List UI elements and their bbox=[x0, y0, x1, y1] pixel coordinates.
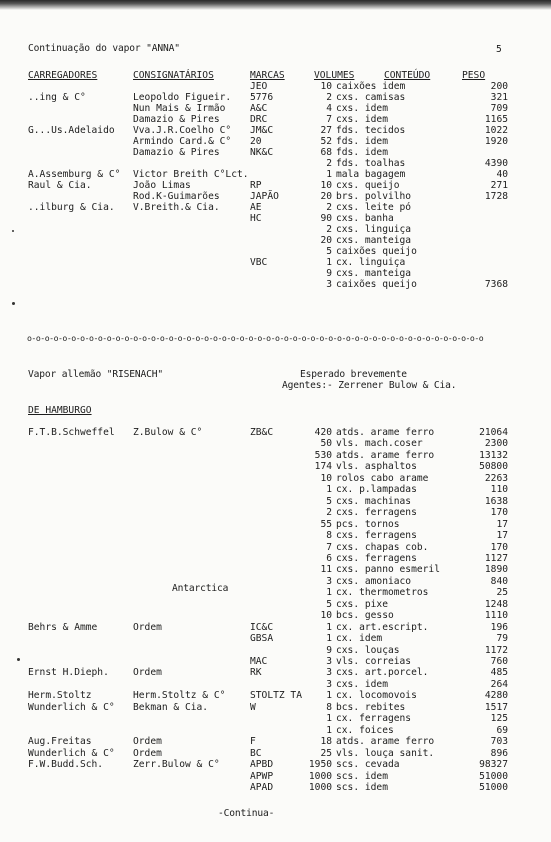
row-peso: 760 bbox=[490, 656, 508, 667]
row-conteudo: brs. polvilho bbox=[336, 191, 412, 202]
row-conteudo: vls. asphaltos bbox=[336, 461, 417, 473]
row-consignatario: Ordem bbox=[133, 736, 162, 748]
row-peso: 13132 bbox=[479, 449, 508, 461]
row-consignatario: João Limas bbox=[133, 180, 191, 191]
row-carregador: Wunderlich & C° bbox=[28, 701, 115, 713]
row-volumes: 20 bbox=[320, 235, 332, 246]
row-volumes: 2 bbox=[326, 507, 332, 519]
header-conteudo: CONTEÚDO bbox=[384, 70, 431, 81]
row-volumes: 8 bbox=[326, 530, 332, 542]
row-marca: HC bbox=[250, 213, 262, 224]
row-marca: RP bbox=[250, 180, 262, 191]
row-peso: 17 bbox=[496, 530, 508, 542]
row-conteudo: cx. p.lampadas bbox=[336, 484, 417, 496]
row-volumes: 52 bbox=[320, 136, 332, 147]
row-peso: 1728 bbox=[484, 191, 508, 202]
row-conteudo: cxs. ferragens bbox=[336, 552, 417, 564]
row-conteudo: cxs. ferragens bbox=[336, 530, 417, 542]
row-volumes: 4 bbox=[326, 103, 332, 114]
row-marca: APBD bbox=[250, 759, 274, 771]
row-consignatario: Vva.J.R.Coelho C° bbox=[133, 125, 232, 136]
row-conteudo: bcs. gesso bbox=[336, 610, 394, 622]
row-peso: 170 bbox=[490, 541, 508, 553]
row-carregador: F.W.Budd.Sch. bbox=[28, 759, 104, 771]
row-volumes: 10 bbox=[320, 472, 332, 484]
row-conteudo: cxs. linguiça bbox=[336, 224, 412, 235]
row-consignatario: V.Breith.& Cia. bbox=[133, 202, 220, 213]
row-consignatario: Damazio & Pires bbox=[133, 114, 220, 125]
row-conteudo: cx. linguiça bbox=[336, 257, 406, 268]
row-volumes: 9 bbox=[326, 268, 332, 279]
row-marca: F bbox=[250, 736, 256, 748]
row-peso: 50800 bbox=[479, 461, 508, 473]
row-volumes: 420 bbox=[314, 427, 332, 438]
continua-footer: -Continua- bbox=[218, 808, 275, 819]
row-peso: 271 bbox=[490, 180, 508, 191]
row-volumes: 3 bbox=[326, 656, 332, 667]
row-marca: VBC bbox=[250, 257, 268, 268]
row-conteudo: pcs. tornos bbox=[336, 518, 400, 530]
row-peso: 1110 bbox=[484, 610, 508, 622]
row-conteudo: scs. cevada bbox=[336, 759, 400, 771]
row-marca: 20 bbox=[250, 136, 262, 147]
row-marca: JEO bbox=[250, 81, 268, 92]
row-conteudo: cxs. banha bbox=[336, 213, 394, 224]
row-volumes: 5 bbox=[326, 495, 332, 507]
row-conteudo: cxs. pixe bbox=[336, 598, 388, 610]
row-consignatario: Ordem bbox=[133, 747, 162, 759]
row-peso: 200 bbox=[490, 81, 508, 92]
row-peso: 110 bbox=[490, 484, 508, 496]
row-peso: 21064 bbox=[479, 427, 508, 438]
row-peso: 1022 bbox=[484, 125, 508, 136]
row-conteudo: fds. idem bbox=[336, 136, 388, 147]
row-carregador: Behrs & Amme bbox=[28, 621, 98, 633]
row-peso: 1172 bbox=[484, 644, 508, 656]
row-peso: 1165 bbox=[484, 114, 508, 125]
row-consignatario: Z.Bulow & C° bbox=[133, 427, 203, 438]
row-peso: 79 bbox=[496, 633, 508, 645]
row-conteudo: fds. idem bbox=[336, 147, 388, 158]
row-volumes: 5 bbox=[326, 246, 332, 257]
row-conteudo: cxs. leite pó bbox=[336, 202, 412, 213]
row-carregador: Wunderlich & C° bbox=[28, 747, 115, 759]
row-volumes: 3 bbox=[326, 678, 332, 690]
row-conteudo: cxs. idem bbox=[336, 678, 388, 690]
row-conteudo: cxs. camisas bbox=[336, 92, 406, 103]
row-volumes: 3 bbox=[326, 279, 332, 290]
row-volumes: 20 bbox=[320, 191, 332, 202]
row-volumes: 1000 bbox=[308, 781, 332, 793]
row-conteudo: atds. arame ferro bbox=[336, 736, 435, 748]
row-peso: 321 bbox=[490, 92, 508, 103]
row-peso: 1127 bbox=[484, 552, 508, 564]
row-volumes: 10 bbox=[320, 81, 332, 92]
row-conteudo: caixões queijo bbox=[336, 246, 417, 257]
row-conteudo: cxs. chapas cob. bbox=[336, 541, 429, 553]
row-volumes: 18 bbox=[320, 736, 332, 748]
row-peso: 840 bbox=[490, 575, 508, 587]
row-consignatario: Rod.K-Guimarões bbox=[133, 191, 220, 202]
row-conteudo: mala bagagem bbox=[336, 169, 406, 180]
row-consignatario: Ordem bbox=[133, 667, 162, 679]
row-marca: ZB&C bbox=[250, 427, 274, 438]
row-carregador: Ernst H.Dieph. bbox=[28, 667, 109, 679]
scan-speck bbox=[12, 230, 14, 232]
row-marca: GBSA bbox=[250, 633, 274, 645]
row-carregador: F.T.B.Schweffel bbox=[28, 427, 115, 438]
row-conteudo: cxs. machinas bbox=[336, 495, 412, 507]
row-peso: 2300 bbox=[484, 438, 508, 450]
row-consignatario: Herm.Stoltz & C° bbox=[133, 690, 226, 702]
row-volumes: 50 bbox=[320, 438, 332, 450]
row-conteudo: cxs. amoniaco bbox=[336, 575, 412, 587]
row-carregador: ..ilburg & Cia. bbox=[28, 202, 115, 213]
row-carregador: A.Assemburg & C° bbox=[28, 169, 121, 180]
row-marca: AE bbox=[250, 202, 262, 213]
row-consignatario: Armindo Card.& C° bbox=[133, 136, 232, 147]
row-peso: 4390 bbox=[484, 158, 508, 169]
row-volumes: 1 bbox=[326, 633, 332, 645]
row-marca: A&C bbox=[250, 103, 268, 114]
page-marker: 5 bbox=[496, 44, 502, 55]
row-volumes: 8 bbox=[326, 701, 332, 713]
row-peso: 703 bbox=[490, 736, 508, 748]
row-peso: 1920 bbox=[484, 136, 508, 147]
row-conteudo: cx. ferragens bbox=[336, 713, 412, 725]
expected-line: Esperado brevemente bbox=[300, 369, 407, 380]
row-peso: 485 bbox=[490, 667, 508, 679]
row-carregador: Raul & Cia. bbox=[28, 180, 92, 191]
row-marca: W bbox=[250, 701, 256, 713]
row-consignatario: Zerr.Bulow & C° bbox=[133, 759, 220, 771]
row-conteudo: cxs. ferragens bbox=[336, 507, 417, 519]
row-marca: APWP bbox=[250, 770, 274, 782]
row-conteudo: rolos cabo arame bbox=[336, 472, 429, 484]
row-volumes: 1 bbox=[326, 484, 332, 496]
row-volumes: 68 bbox=[320, 147, 332, 158]
row-peso: 51000 bbox=[479, 781, 508, 793]
row-consignatario: Leopoldo Figueir. bbox=[133, 92, 232, 103]
row-marca: STOLTZ TA bbox=[250, 690, 302, 702]
scan-speck bbox=[12, 302, 15, 305]
row-conteudo: cxs. louças bbox=[336, 644, 400, 656]
row-volumes: 2 bbox=[326, 158, 332, 169]
row-conteudo: vls. louça sanit. bbox=[336, 747, 435, 759]
row-conteudo: cx. thermometros bbox=[336, 587, 429, 599]
row-peso: 196 bbox=[490, 621, 508, 633]
row-conteudo: bcs. rebites bbox=[336, 701, 406, 713]
row-volumes: 1000 bbox=[308, 770, 332, 782]
scan-speck bbox=[17, 658, 20, 661]
row-peso: 40 bbox=[496, 169, 508, 180]
row-volumes: 1 bbox=[326, 257, 332, 268]
scan-top-edge bbox=[0, 0, 551, 10]
row-volumes: 9 bbox=[326, 644, 332, 656]
row-conteudo: scs. idem bbox=[336, 770, 388, 782]
row-marca: BC bbox=[250, 747, 262, 759]
vessel-line: Vapor allemão "RISENACH" bbox=[28, 369, 164, 380]
row-volumes: 2 bbox=[326, 92, 332, 103]
row-volumes: 10 bbox=[320, 610, 332, 622]
row-conteudo: cxs. queijo bbox=[336, 180, 400, 191]
row-conteudo: fds. tecidos bbox=[336, 125, 406, 136]
row-consignatario: Bekman & Cia. bbox=[133, 701, 209, 713]
row-volumes: 1 bbox=[326, 169, 332, 180]
origin-heading: DE HAMBURGO bbox=[28, 405, 92, 416]
row-volumes: 2 bbox=[326, 224, 332, 235]
row-volumes: 55 bbox=[320, 518, 332, 530]
row-carregador: ..ing & C° bbox=[28, 92, 86, 103]
row-volumes: 1 bbox=[326, 690, 332, 702]
row-volumes: 11 bbox=[320, 564, 332, 576]
row-carregador: Herm.Stoltz bbox=[28, 690, 92, 702]
row-volumes: 3 bbox=[326, 575, 332, 587]
row-peso: 896 bbox=[490, 747, 508, 759]
row-consignatario: Nun Mais & Irmão bbox=[133, 103, 226, 114]
row-peso: 98327 bbox=[479, 759, 508, 771]
row-conteudo: cxs. idem bbox=[336, 114, 388, 125]
row-marca: DRC bbox=[250, 114, 268, 125]
row-marca: JM&C bbox=[250, 125, 274, 136]
row-peso: 264 bbox=[490, 678, 508, 690]
row-volumes: 1950 bbox=[308, 759, 332, 771]
row-conteudo: cxs. manteiga bbox=[336, 268, 412, 279]
row-conteudo: cx. art.escript. bbox=[336, 621, 429, 633]
row-marca: IC&C bbox=[250, 621, 274, 633]
row-conteudo: cx. locomovois bbox=[336, 690, 417, 702]
row-volumes: 174 bbox=[314, 461, 332, 473]
agents-line: Agentes:- Zerrener Bulow & Cia. bbox=[282, 380, 457, 391]
row-peso: 170 bbox=[490, 507, 508, 519]
row-conteudo: fds. toalhas bbox=[336, 158, 406, 169]
row-volumes: 5 bbox=[326, 598, 332, 610]
row-peso: 1248 bbox=[484, 598, 508, 610]
row-conteudo: vls. mach.coser bbox=[336, 438, 423, 450]
row-conteudo: cx. idem bbox=[336, 633, 383, 645]
row-volumes: 1 bbox=[326, 713, 332, 725]
row-peso: 7368 bbox=[484, 279, 508, 290]
row-peso: 25 bbox=[496, 587, 508, 599]
row-conteudo: cx. foices bbox=[336, 724, 394, 736]
header-volumes: VOLUMES bbox=[314, 70, 355, 81]
header-carregadores: CARREGADORES bbox=[28, 70, 98, 81]
row-volumes: 7 bbox=[326, 541, 332, 553]
row-peso: 709 bbox=[490, 103, 508, 114]
row-volumes: 3 bbox=[326, 667, 332, 679]
row-carregador: Aug.Freitas bbox=[28, 736, 92, 748]
row-volumes: 1 bbox=[326, 621, 332, 633]
row-conteudo: cxs. idem bbox=[336, 103, 388, 114]
row-conteudo: cxs. art.porcel. bbox=[336, 667, 429, 679]
row-peso: 51000 bbox=[479, 770, 508, 782]
row-volumes: 25 bbox=[320, 747, 332, 759]
row-conteudo: caixões idem bbox=[336, 81, 406, 92]
row-carregador: G...Us.Adelaido bbox=[28, 125, 115, 136]
header-peso: PESO bbox=[462, 70, 486, 81]
row-volumes: 1 bbox=[326, 724, 332, 736]
row-volumes: 6 bbox=[326, 552, 332, 564]
row-peso: 1517 bbox=[484, 701, 508, 713]
row-volumes: 90 bbox=[320, 213, 332, 224]
row-consignatario: Victor Breith C°Lct. bbox=[133, 169, 249, 180]
row-peso: 4280 bbox=[484, 690, 508, 702]
row-marca: 5776 bbox=[250, 92, 274, 103]
row-volumes: 1 bbox=[326, 587, 332, 599]
row-conteudo: cxs. manteiga bbox=[336, 235, 412, 246]
row-peso: 69 bbox=[496, 724, 508, 736]
row-peso: 17 bbox=[496, 518, 508, 530]
section-separator: o-o-o-o-o-o-o-o-o-o-o-o-o-o-o-o-o-o-o-o-o-o-o-o-o-o-o-o-o-o-o-o-o-o-o-o-o-o-o-o-o-o-o-o-o-o-o-o-o-o-o-o bbox=[27, 333, 484, 343]
antarctica-label: Antarctica bbox=[172, 583, 229, 594]
row-marca: APAD bbox=[250, 781, 274, 793]
row-conteudo: scs. idem bbox=[336, 781, 388, 793]
header-consignatarios: CONSIGNATÁRIOS bbox=[133, 70, 214, 81]
row-consignatario: Ordem bbox=[133, 621, 162, 633]
row-marca: MAC bbox=[250, 656, 268, 667]
row-volumes: 27 bbox=[320, 125, 332, 136]
row-peso: 1638 bbox=[484, 495, 508, 507]
row-volumes: 7 bbox=[326, 114, 332, 125]
row-marca: RK bbox=[250, 667, 262, 679]
row-peso: 1890 bbox=[484, 564, 508, 576]
row-conteudo: atds. arame ferro bbox=[336, 449, 435, 461]
row-conteudo: atds. arame ferro bbox=[336, 427, 435, 438]
row-marca: JAPÃO bbox=[250, 191, 279, 202]
page-title: Continuação do vapor "ANNA" bbox=[28, 43, 180, 54]
row-conteudo: caixões queijo bbox=[336, 279, 417, 290]
row-peso: 2263 bbox=[484, 472, 508, 484]
row-volumes: 10 bbox=[320, 180, 332, 191]
header-marcas: MARCAS bbox=[250, 70, 285, 81]
row-consignatario: Damazio & Pires bbox=[133, 147, 220, 158]
row-conteudo: vls. correias bbox=[336, 656, 412, 667]
row-volumes: 2 bbox=[326, 202, 332, 213]
row-volumes: 530 bbox=[314, 449, 332, 461]
row-conteudo: cxs. panno esmeril bbox=[336, 564, 440, 576]
row-marca: NK&C bbox=[250, 147, 274, 158]
row-peso: 125 bbox=[490, 713, 508, 725]
